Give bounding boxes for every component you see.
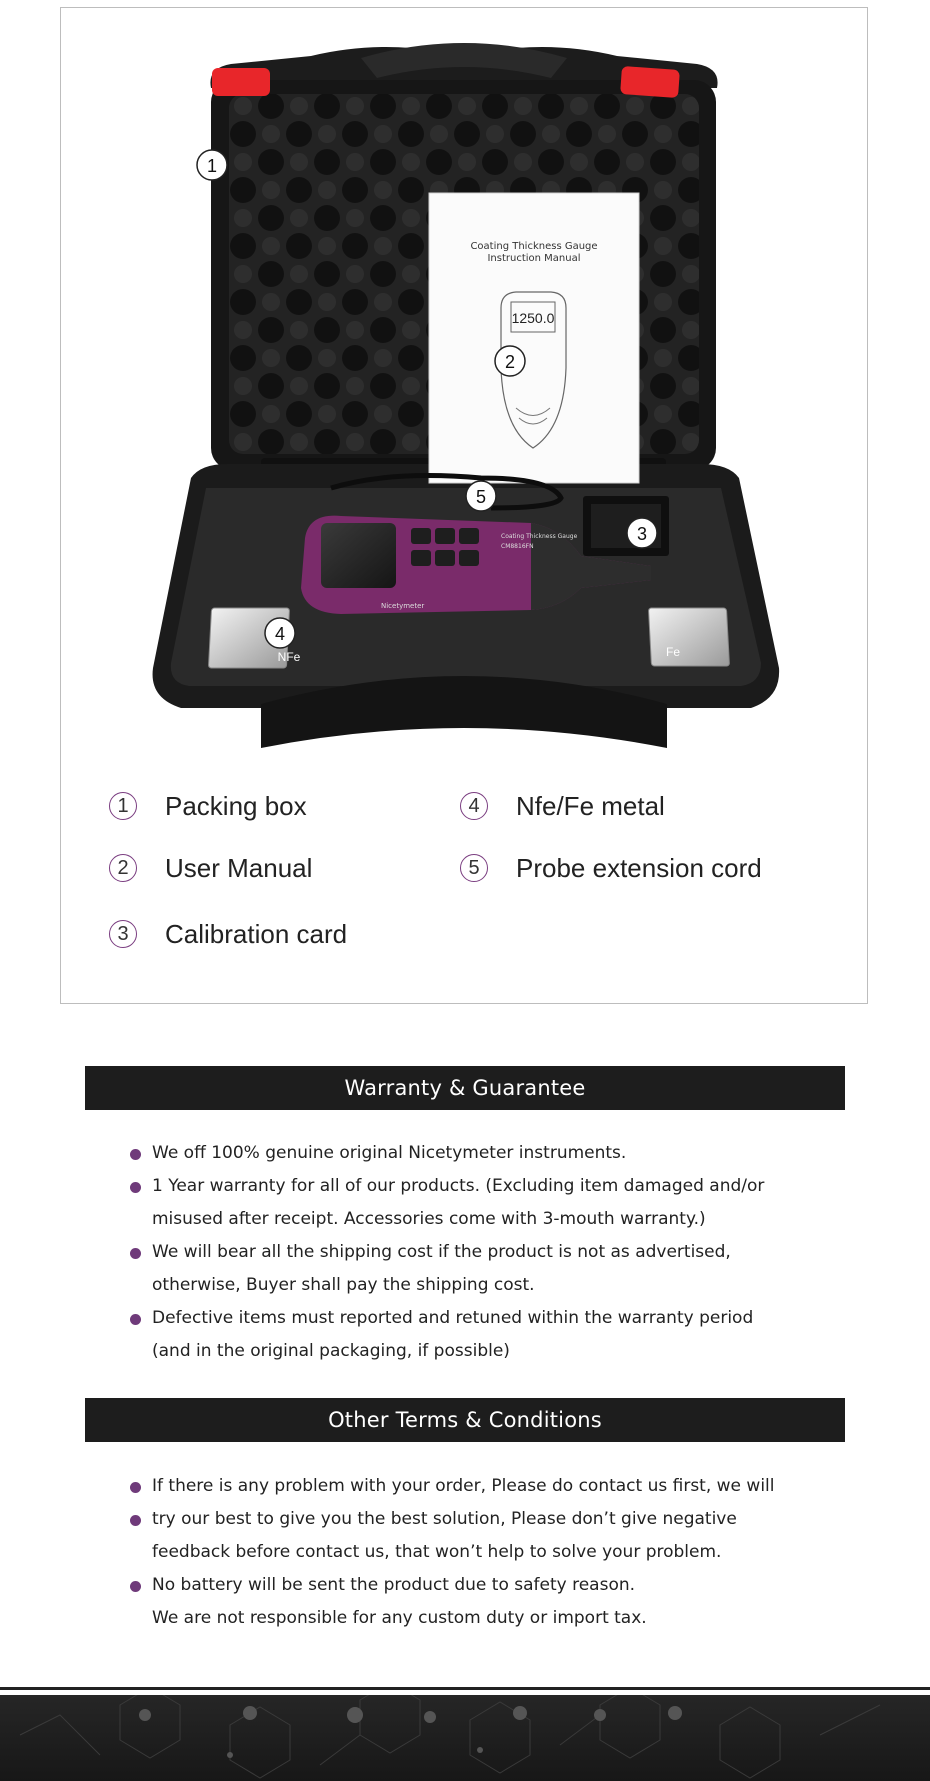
callout-1	[197, 150, 227, 180]
legend-label: Calibration card	[165, 918, 348, 949]
footer-banner	[0, 1695, 930, 1781]
gauge-label: Coating Thickness Gauge	[501, 533, 578, 540]
legend-item-packing-box	[109, 788, 307, 824]
bullet-dot-icon	[130, 1482, 141, 1493]
legend-item-probe-cord	[460, 850, 762, 886]
legend-number: 3	[109, 920, 137, 948]
gauge-screen	[321, 523, 396, 588]
callout-4	[265, 618, 295, 648]
bullet-dot-icon	[130, 1149, 141, 1160]
bullet-dot-icon	[130, 1248, 141, 1259]
callout-2	[495, 346, 525, 376]
legend-number: 1	[109, 792, 137, 820]
manual-reading: 1250.0	[511, 310, 555, 326]
footer-divider	[0, 1687, 930, 1690]
legend-item-calibration-card	[109, 916, 347, 952]
package-contents-panel	[60, 7, 868, 1004]
list-item-continuation: (and in the original packaging, if possible)	[152, 1341, 510, 1361]
package-legend	[61, 788, 867, 988]
bullet-dot-icon	[130, 1581, 141, 1592]
gauge-model: CM8816FN	[501, 543, 534, 550]
warranty-header: Warranty & Guarantee	[85, 1066, 845, 1110]
terms-list	[130, 1470, 830, 1635]
bullet-dot-icon	[130, 1182, 141, 1193]
handle-clip-right	[620, 66, 680, 98]
list-item: We off 100% genuine original Nicetymeter instruments.	[130, 1137, 830, 1170]
legend-number: 2	[109, 854, 137, 882]
list-item: We will bear all the shipping cost if the product is not as advertised,	[130, 1236, 830, 1269]
svg-text:1: 1	[206, 156, 218, 176]
list-item-continuation: feedback before contact us, that won’t help to solve your problem.	[152, 1542, 722, 1562]
legend-label: Probe extension cord	[516, 852, 762, 883]
legend-label: User Manual	[165, 852, 313, 883]
callout-5	[466, 481, 496, 511]
list-item-continuation: misused after receipt. Accessories come with 3-mouth warranty.)	[152, 1209, 706, 1229]
nfe-plate-label: NFe	[277, 650, 301, 664]
bullet-dot-icon	[130, 1314, 141, 1325]
legend-label: Packing box	[165, 790, 307, 821]
svg-text:5: 5	[475, 487, 487, 507]
list-item-continuation: We are not responsible for any custom duty or import tax.	[152, 1608, 647, 1628]
list-item: 1 Year warranty for all of our products. (Excluding item damaged and/or	[130, 1170, 830, 1203]
user-manual-booklet	[429, 193, 639, 483]
manual-title-line2: Instruction Manual	[487, 253, 581, 264]
legend-item-metal-plates	[460, 788, 665, 824]
svg-text:4: 4	[274, 624, 286, 644]
terms-header: Other Terms & Conditions	[85, 1398, 845, 1442]
handle-clip-left	[212, 68, 270, 96]
legend-item-user-manual	[109, 850, 312, 886]
list-item: If there is any problem with your order, Please do contact us first, we will	[130, 1470, 830, 1503]
legend-label: Nfe/Fe metal	[516, 790, 665, 821]
list-item-continuation: otherwise, Buyer shall pay the shipping cost.	[152, 1275, 535, 1295]
fe-metal-plate	[648, 608, 729, 666]
warranty-list	[130, 1137, 830, 1368]
package-photo	[61, 8, 867, 768]
svg-text:3: 3	[636, 524, 648, 544]
list-item: Defective items must reported and retuned within the warranty period	[130, 1302, 830, 1335]
gauge-brand: Nicetymeter	[381, 602, 425, 610]
bullet-dot-icon	[130, 1515, 141, 1526]
list-item: No battery will be sent the product due to safety reason.	[130, 1569, 830, 1602]
legend-number: 4	[460, 792, 488, 820]
svg-text:2: 2	[504, 352, 516, 372]
fe-plate-label: Fe	[665, 645, 681, 659]
list-item: try our best to give you the best solution, Please don’t give negative	[130, 1503, 830, 1536]
manual-title-line1: Coating Thickness Gauge	[470, 241, 598, 252]
callout-3	[627, 518, 657, 548]
hexagon-pattern-icon	[0, 1695, 930, 1781]
legend-number: 5	[460, 854, 488, 882]
